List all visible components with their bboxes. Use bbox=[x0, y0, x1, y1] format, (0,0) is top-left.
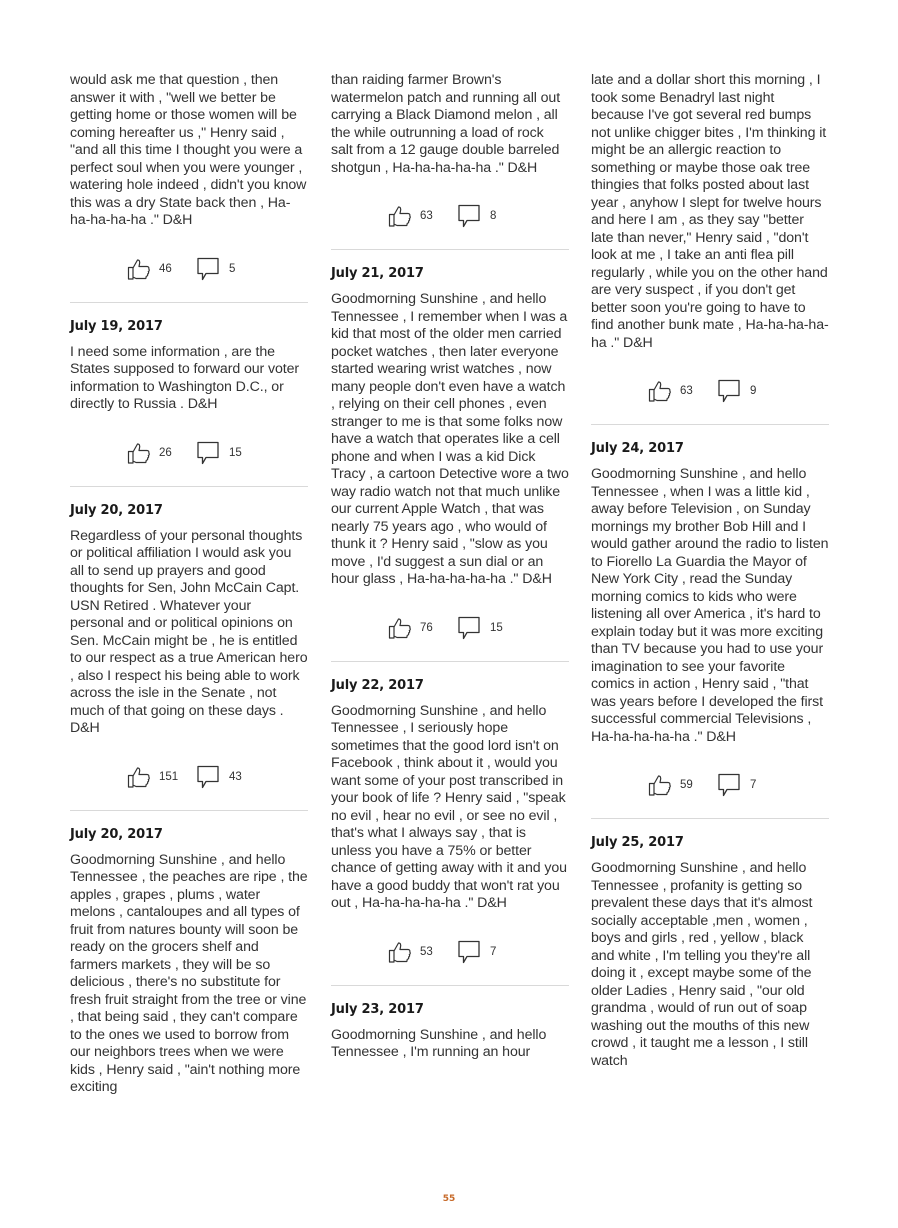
like-count: 63 bbox=[420, 210, 433, 222]
column-1 bbox=[70, 72, 308, 1097]
post-text: Goodmorning Sunshine , and hello Tennessee , when I was a little kid , away before Television , on Sunday mornings my brother Bob Hill and I would gather around the radio to listen to Fiorello La Guardia the Mayor of New York City , read the Sunday morning comics to kids who were listening all over America , it's hard to explain today but it was more exciting than TV because you had to use your imagination to see your favorite comics in action , Henry said , "that was years before I developed the first successful commercial Televisions , Ha-ha-ha-ha-ha ." D&H bbox=[591, 466, 829, 745]
speech-bubble-icon bbox=[456, 615, 482, 641]
like-reaction[interactable] bbox=[388, 204, 442, 228]
thumbs-up-icon bbox=[388, 616, 412, 640]
like-count: 59 bbox=[680, 779, 693, 791]
speech-bubble-icon bbox=[195, 764, 221, 790]
like-reaction[interactable] bbox=[388, 940, 442, 964]
comment-count: 9 bbox=[750, 385, 757, 397]
column-2 bbox=[331, 72, 569, 1062]
thumbs-up-icon bbox=[648, 773, 672, 797]
like-reaction[interactable] bbox=[648, 379, 702, 403]
like-reaction[interactable] bbox=[127, 765, 181, 789]
like-reaction[interactable] bbox=[388, 616, 442, 640]
post-date: July 20, 2017 bbox=[70, 826, 163, 842]
comment-count: 7 bbox=[750, 779, 757, 791]
post bbox=[70, 72, 308, 284]
post-text: Goodmorning Sunshine , and hello Tennessee , profanity is getting so prevalent these days that it's almost socially acceptable ,men , women , boys and girls , red , yellow , black and white , I'm telling you they're all doing it , except maybe some of the older Ladies , Henry said , "our old grandma , would of run out of soap washing out the mouths of this new crowd , it taught me a lesson , I still watch bbox=[591, 860, 813, 1069]
speech-bubble-icon bbox=[716, 378, 742, 404]
comment-count: 15 bbox=[229, 446, 242, 459]
like-count: 63 bbox=[680, 385, 693, 397]
post bbox=[591, 424, 829, 800]
post-text: I need some information , are the States supposed to forward our voter information to Washington D.C., or directly to Russia . D&H bbox=[70, 343, 300, 412]
like-count: 53 bbox=[420, 945, 433, 958]
comment-reaction[interactable] bbox=[195, 256, 251, 282]
post-text: Goodmorning Sunshine , and hello Tennessee , I seriously hope sometimes that the good lord isn't on Facebook , think about it , would you want some of your post transcribed in your book of life ? Henry said , "speak no evil , hear no evil , or see no evil , that's what I always say , that is unless you have a 75% or better chance of getting away with it and you have a good buddy that won't rat you out , Ha-ha-ha-ha-ha ." D&H bbox=[331, 702, 567, 911]
reactions-bar bbox=[331, 201, 569, 231]
post-date: July 23, 2017 bbox=[331, 1001, 424, 1017]
speech-bubble-icon bbox=[456, 203, 482, 229]
post bbox=[331, 249, 569, 643]
like-reaction[interactable] bbox=[127, 257, 181, 281]
post-text: than raiding farmer Brown's watermelon patch and running all out carrying a Black Diamond melon , all the while outrunning a load of rock salt from a 12 gauge double barreled shotgun , Ha-ha-ha-ha-ha ." D&H bbox=[331, 72, 561, 176]
like-count: 151 bbox=[159, 770, 179, 783]
thumbs-up-icon bbox=[127, 441, 151, 465]
reactions-bar bbox=[591, 770, 829, 800]
post bbox=[70, 486, 308, 792]
page-number: 55 bbox=[442, 1194, 456, 1204]
post-date: July 25, 2017 bbox=[591, 835, 684, 850]
column-3 bbox=[591, 72, 829, 1070]
post-text: Goodmorning Sunshine , and hello Tennessee , I remember when I was a kid that most of the older men carried pocket watches , then later everyone started wearing wrist watches , now many people don't even have a watch , relying on their cell phones , even stranger to me is that some folks now have a watch that operates like a cell phone and when I was a kid Dick Tracy , a cartoon Detective wore a two way radio watch not that much unlike our current Apple Watch , that was nearly 75 years ago , who would of thunk it ? Henry said , "slow as you move , I'd suggest a sun dial or an hour glass , Ha-ha-ha-ha-ha ." D&H bbox=[331, 291, 569, 587]
comment-reaction[interactable] bbox=[456, 939, 512, 965]
comment-reaction[interactable] bbox=[456, 203, 512, 229]
post-date: July 20, 2017 bbox=[70, 502, 163, 518]
comment-reaction[interactable] bbox=[195, 764, 251, 790]
speech-bubble-icon bbox=[195, 440, 221, 466]
comment-reaction[interactable] bbox=[716, 378, 772, 404]
post-text: late and a dollar short this morning , I took some Benadryl last night because I've got several red bumps not unlike chigger bites , I'm thinking it might be an allergic reaction to something or maybe those oak tree thingies that folks posted about last year , anyhow I slept for twelve hours and here I am , as they say "better late than never," Henry said , "don't look at me , I take an anti flea pill regularly , while you on the other hand are very suspect , if you don't get better soon you're going to have to find another bunk mate , Ha-ha-ha-ha-ha ." D&H bbox=[591, 72, 829, 351]
post-date: July 19, 2017 bbox=[70, 318, 163, 334]
post-date: July 22, 2017 bbox=[331, 677, 424, 693]
post-date: July 21, 2017 bbox=[331, 266, 424, 281]
comment-count: 43 bbox=[229, 770, 242, 783]
reactions-bar bbox=[331, 937, 569, 967]
post bbox=[70, 810, 308, 1097]
thumbs-up-icon bbox=[648, 379, 672, 403]
post-text: Goodmorning Sunshine , and hello Tennessee , I'm running an hour bbox=[331, 1026, 547, 1060]
post-text: Goodmorning Sunshine , and hello Tennessee , the peaches are ripe , the apples , grapes , plums , water melons , cantaloupes and all types of fruit from natures bounty will soon be ready on the grocers shelf and farmers markets , they will be so delicious , there's no substitute for fresh fruit straight from the tree or vine , that being said , they can't compare to the ones we used to borrow from our neighbors trees when we were kids , Henry said , "ain't nothing more exciting bbox=[70, 851, 308, 1095]
comment-reaction[interactable] bbox=[195, 440, 251, 466]
reactions-bar bbox=[70, 438, 308, 468]
reactions-bar bbox=[70, 762, 308, 792]
like-count: 46 bbox=[159, 262, 172, 275]
thumbs-up-icon bbox=[388, 940, 412, 964]
comment-reaction[interactable] bbox=[716, 772, 772, 798]
like-count: 76 bbox=[420, 621, 433, 634]
post bbox=[591, 72, 829, 406]
like-count: 26 bbox=[159, 446, 172, 459]
comment-count: 8 bbox=[490, 210, 497, 222]
post-date: July 24, 2017 bbox=[591, 441, 684, 456]
reactions-bar bbox=[331, 613, 569, 643]
thumbs-up-icon bbox=[388, 204, 412, 228]
comment-count: 5 bbox=[229, 262, 236, 275]
post bbox=[331, 72, 569, 231]
speech-bubble-icon bbox=[195, 256, 221, 282]
post bbox=[331, 661, 569, 967]
speech-bubble-icon bbox=[716, 772, 742, 798]
post-text: would ask me that question , then answer it with , "well we better be getting home or those women will be coming hereafter us ," Henry said , "and all this time I thought you were a perfect soul when you were younger , watering hole indeed , didn't you know this was a dry State back then , Ha-ha-ha-ha-ha ." D&H bbox=[70, 72, 307, 228]
comment-count: 15 bbox=[490, 621, 503, 634]
like-reaction[interactable] bbox=[127, 441, 181, 465]
comment-reaction[interactable] bbox=[456, 615, 512, 641]
reactions-bar bbox=[70, 254, 308, 284]
speech-bubble-icon bbox=[456, 939, 482, 965]
thumbs-up-icon bbox=[127, 257, 151, 281]
post bbox=[331, 985, 569, 1062]
post bbox=[70, 302, 308, 468]
post-text: Regardless of your personal thoughts or political affiliation I would ask you all to send up prayers and good thoughts for Sen, John McCain Capt. USN Retired . Whatever your personal and or political opinions on Sen. McCain might be , he is entitled to our respect as a true American hero , also I respect his being able to work across the isle in the Senate , not much of that going on these days . D&H bbox=[70, 527, 308, 736]
post bbox=[591, 818, 829, 1070]
reactions-bar bbox=[591, 376, 829, 406]
thumbs-up-icon bbox=[127, 765, 151, 789]
comment-count: 7 bbox=[490, 945, 497, 958]
like-reaction[interactable] bbox=[648, 773, 702, 797]
